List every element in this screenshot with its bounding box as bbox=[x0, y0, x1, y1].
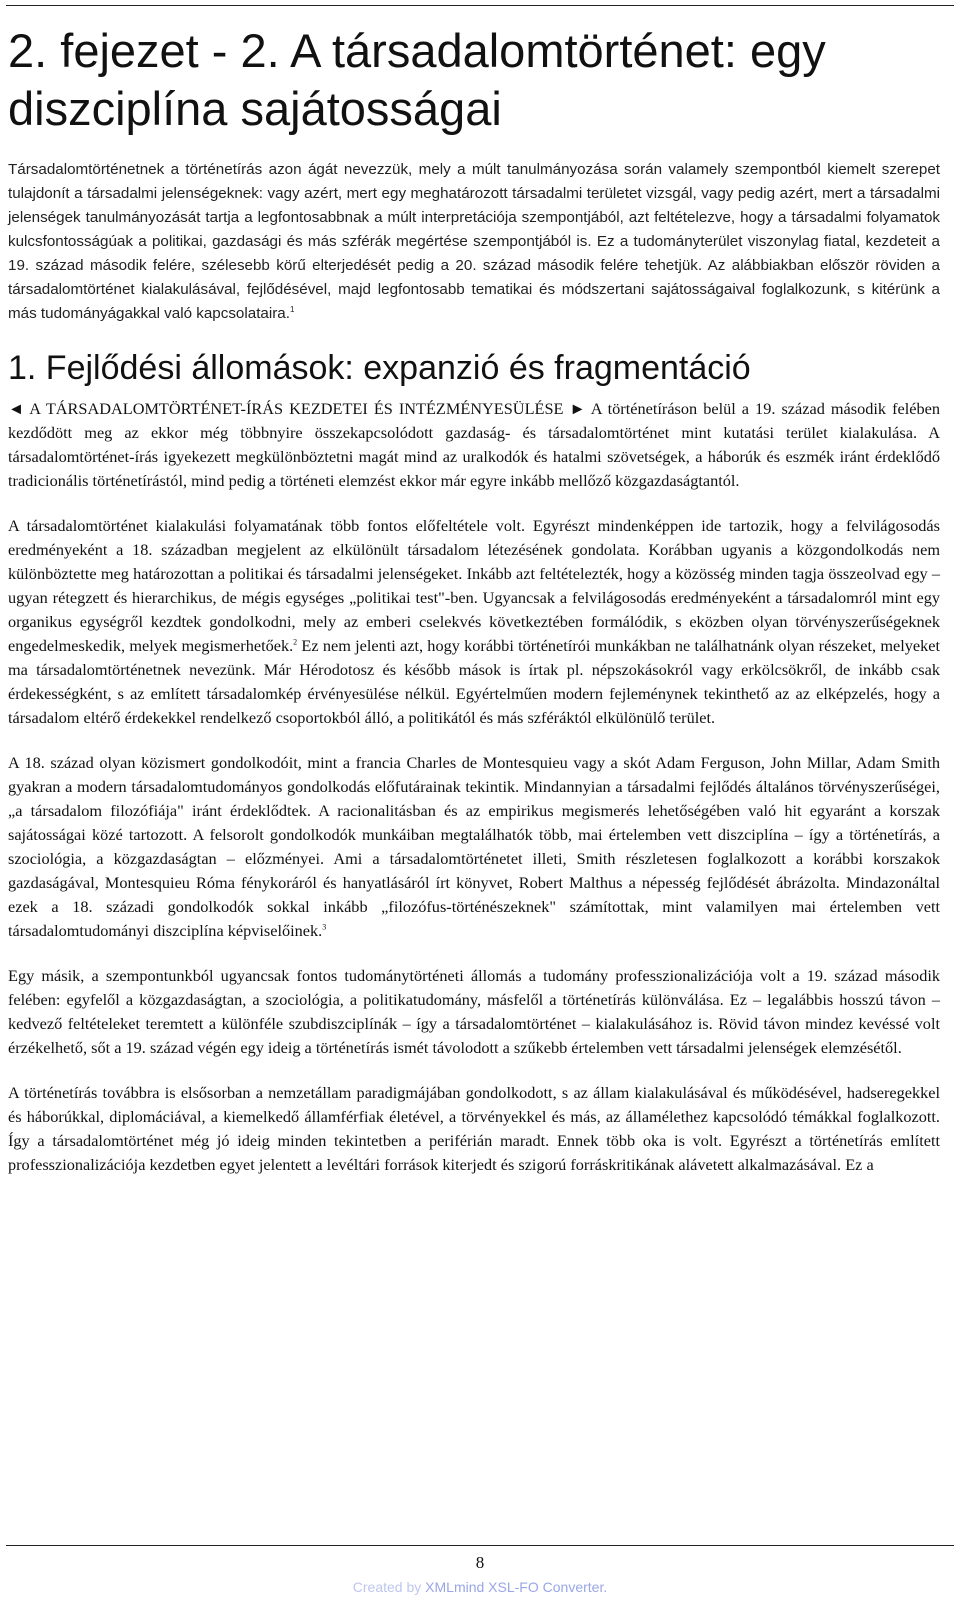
converter-watermark bbox=[0, 1579, 960, 1595]
intro-paragraph bbox=[8, 158, 940, 326]
paragraph-3-text: A 18. század olyan közismert gondolkodóit, mint a francia Charles de Montesquieu vagy a skót Adam Ferguson, John Millar, Adam Smith gyakran a modern társadalomtudományos gondolkodás előfutárainak tekintik. Mindannyian a társadalmi fejlődés általános törvényszerűségei, „a társadalom filozófiája" iránt érdeklődtek. A racionalitásban és az empirikus megismerés lehetőségében való hit egyaránt a korszak sajátosságai közé tartozott. A felsorolt gondolkodók munkáiban megtalálhatók több, mai értelemben vett diszciplína – így a történetírás, a szociológia, a közgazdaságtan – előzményei. Ami a társadalomtörténetet illeti, Smith részletesen foglalkozott a korábbi korszakok gazdaságával, Montesquieu Róma fénykoráról és hanyatlásáról írt könyvet, Robert Malthus a népesség fejlődését ábrázolta. Mindazonáltal ezek a 18. századi gondolkodók sokkal inkább „filozófus-történészeknek" számítottak, mint valamilyen mai értelemben vett társadalomtudományi diszciplína képviselőinek. bbox=[8, 753, 940, 940]
footnote-ref-3[interactable]: 3 bbox=[322, 922, 327, 932]
intro-text-2: Ez a tudományterület viszonylag fiatal, kezdeteit a 19. század második felére, szélesebb körű elterjedését pedig a 20. század második felére tehetjük. Az alábbiakban először röviden a társadalomtörténet kialakulásával, fejlődésével, majd legfontosabb tematikai és módszertani sajátosságaival foglalkozunk, s kitérünk a más tudományágakkal való kapcsolataira. bbox=[8, 233, 940, 322]
watermark-brand: XMLmind XSL-FO Converter. bbox=[425, 1579, 608, 1595]
paragraph-2 bbox=[8, 514, 940, 730]
watermark-prefix: Created by bbox=[352, 1579, 426, 1595]
page-number: 8 bbox=[475, 1553, 485, 1572]
paragraph-3 bbox=[8, 751, 940, 943]
footnote-ref-1[interactable]: 1 bbox=[289, 304, 295, 314]
section-title: 1. Fejlődési állomások: expanzió és fragmentáció bbox=[8, 349, 751, 387]
paragraph-4: Egy másik, a szempontunkból ugyancsak fontos tudománytörténeti állomás a tudomány professzionalizációja volt a 19. század második felében: egyfelől a közgazdaságtan, a szociológia, a politikatudomány, másfelől a történetírás különválása. Ez – legalábbis hosszú távon – kedvező feltételeket teremtett a különféle szubdiszciplínák – így a társadalomtörténet – kialakulásához is. Rövid távon mindez kevéssé volt érzékelhető, sőt a 19. század végén egy ideig a történetírás ismét távolodott a szűkebb értelemben vett társadalmi jelenségek elemzésétől. bbox=[8, 966, 940, 1057]
paragraph-2-text-a: A társadalomtörténet kialakulási folyamatának több fontos előfeltétele volt. Egyrészt mindenképpen ide tartozik, hogy a felvilágosodás eredményeként a 18. században megjelent az elkülönült társadalom létezésének gondolata. Korábban ugyanis a közgondolkodás nem különböztette meg határozottan a politikai és társadalmi jelenségeket. Inkább azt feltételezték, hogy a közösség minden tagja összeolvad egy – ugyan rétegzett és hierarchikus, de mégis egységes „politikai test"-ben. Ugyancsak a felvilágosodás eredményeként a társadalomról mint egy organikus egységről kezdtek gondolkodni, mely az emberi cselekvés következtében formálódik, s eközben olyan törvényszerűségeknek engedelmeskedik, melyek megismerhetőek. bbox=[8, 516, 940, 655]
intro-text: Társadalomtörténetnek a történetírás azon ágát nevezzük, mely a múlt tanulmányozása során valamely szempontból kiemelt szerepet tulajdonít a társadalmi jelenségeknek: vagy azért, mert egy meghatározott társadalmi területet vizsgál, vagy pedig azért, mert a társadalmi jelenségek tanulmányozását tartja a legfontosabbnak a múlt interpretációja szempontjából, azt feltételezve, hogy a társadalmi folyamatok kulcsfontosságúak a politikai, gazdasági és más szférák megértése szempontjából is. bbox=[8, 161, 940, 250]
footer-rule bbox=[6, 1545, 954, 1546]
top-rule bbox=[6, 5, 954, 6]
document-page bbox=[8, 22, 940, 1198]
paragraph-2-text-b: Ez nem jelenti azt, hogy korábbi történetírói munkákban ne találhatnánk olyan részeket, melyeket ma társadalomtörténetnek nevezünk. Már Hérodotosz és később mások is írtak pl. népszokásokról vagy erkölcsökről, de inkább csak érdekességként, s az említett társadalomkép érvényesülése nélkül. Egyértelműen modern fejleménynek tekinthető az az elképzelés, hogy a társadalom eltérő érdekekkel rendelkező csoportokból álló, a politikától és más szféráktól elkülönülő terület. bbox=[8, 636, 940, 727]
chapter-title: 2. fejezet - 2. A társadalomtörténet: egy diszciplína sajátosságai bbox=[8, 24, 826, 135]
paragraph-5: A történetírás továbbra is elsősorban a nemzetállam paradigmájában gondolkodott, s az állam kialakulásával és működésével, hadseregekkel és háborúkkal, diplomáciával, a kiemelkedő államférfiak életével, a törvényekkel és más, az államélethez kapcsolódó témákkal foglalkozott. Így a társadalomtörténet még jó ideig minden tekintetben a periférián maradt. Ennek több oka is volt. Egyrészt a történetírás említett professzionalizációja kezdetben egyet jelentett a levéltári források kiterjedt és szigorú forráskritikának alávetett alkalmazásával. Ez a bbox=[8, 1083, 940, 1174]
paragraph-1: ◄ A TÁRSADALOMTÖRTÉNET-ÍRÁS KEZDETEI ÉS INTÉZMÉNYESÜLÉSE ► A történetíráson belül a 19. század második felében kezdődött meg az ekkor még többnyire összekapcsolódott gazdaság- és társadalomtörténet mint kutatási terület kialakulása. A társadalomtörténet-írás igyekezett megkülönböztetni magát mind az uralkodók és hatalmi szövetségek, a háborúk és eszmék iránt érdeklődő tradicionális történetírástól, mind pedig a történeti elemzést ekkor már egyre inkább mellőző közgazdaságtantól. bbox=[8, 399, 940, 490]
footnote-ref-2[interactable]: 2 bbox=[293, 637, 298, 647]
